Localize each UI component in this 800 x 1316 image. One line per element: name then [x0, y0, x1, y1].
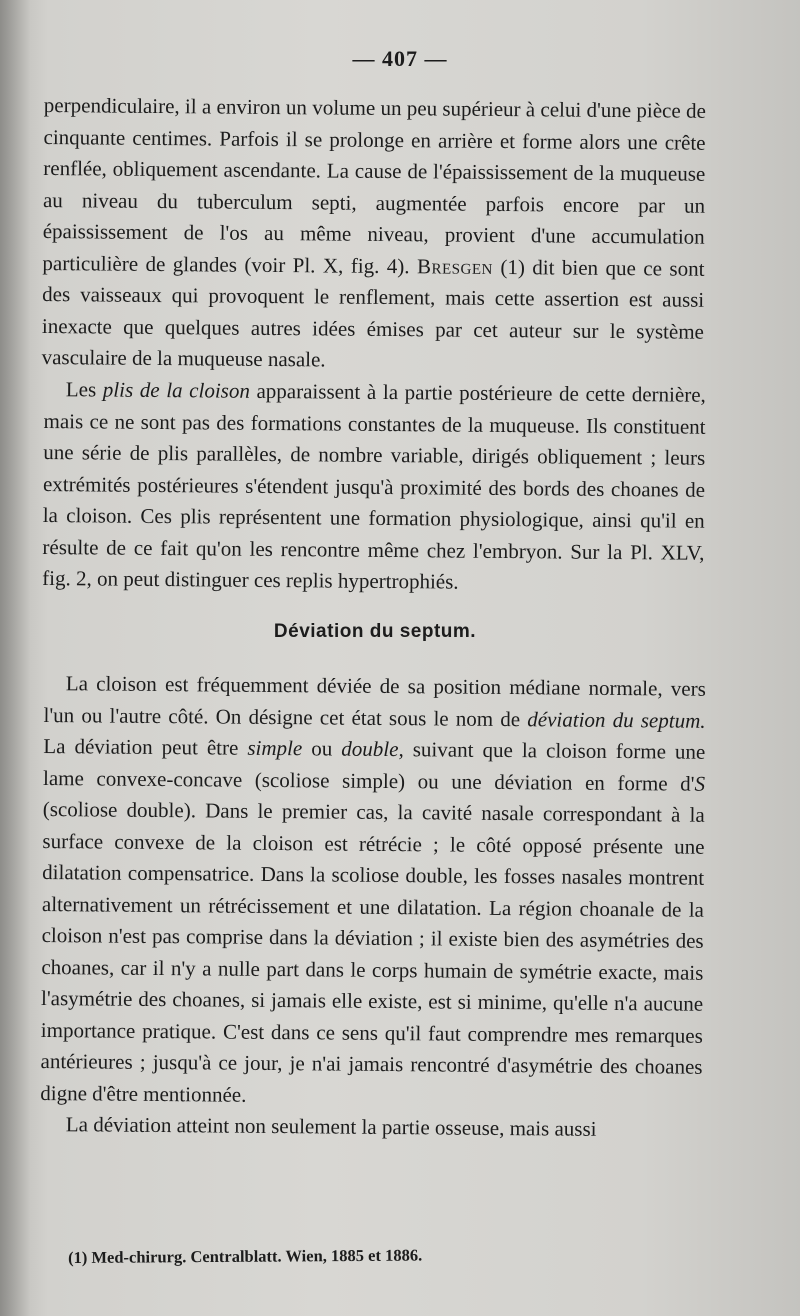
paragraph-continuation [42, 90, 706, 379]
page-edge-shadow [0, 0, 30, 1316]
italic-term: S [694, 771, 706, 796]
footnote: (1) Med-chirurg. Centralblatt. Wien, 1885 et 1886. [68, 1245, 423, 1267]
text-run: La cloison est fréquemment déviée de sa position médiane normale, vers l'un ou l'autre côté. On désigne cet état sous le nom de [43, 671, 706, 731]
text-run: ou [302, 736, 342, 761]
text-run: perpendiculaire, il a environ un volume un peu supérieur à celui d'une pièce de cinquante centimes. Parfois il se prolonge en arrière et forme alors une crête renflée, obliquement ascendante. La cause de l'épaississement de la muqueuse au niveau du tuberculum septi, augmentée parfois encore par un épaississement de l'os au même niveau, provient d'une accumulation particulière de glandes (voir Pl. X, fig. 4). [42, 92, 706, 278]
paragraph-final: La déviation atteint non seulement la partie osseuse, mais aussi [65, 1112, 597, 1141]
italic-term: plis de la cloison [102, 377, 251, 403]
text-run: (scoliose double). Dans le premier cas, la cavité nasale correspondant à la surface convexe de la cloison est rétrécie ; le côté opposé présente une dilatation compensatrice. Dans la scoliose double, les fosses nasales montrent alternativement un rétrécissement et une dilatation. La région choanale de la cloison n'est pas comprise dans la déviation ; il existe bien des asymétries des choanes, car il n'y a nulle part dans le corps humain de symétrie exacte, mais l'asymétrie des choanes, si jamais elle existe, est si minime, qu'elle n'a aucune importance pratique. C'est dans ce sens qu'il faut comprendre mes remarques antérieures ; jusqu'à ce jour, je n'ai jamais rencontré d'asymétrie des choanes digne d'être mentionnée. [40, 796, 705, 1107]
italic-term: déviation du septum. [527, 706, 706, 733]
text-run: La déviation peut être [43, 733, 248, 760]
italic-term: simple [247, 735, 303, 761]
page-body [40, 90, 706, 1141]
paragraph-deviation [40, 668, 706, 1115]
paragraph-plis [42, 374, 706, 600]
section-heading: Déviation du septum. [273, 621, 477, 642]
italic-term: double, [341, 736, 404, 762]
text-run: apparaissent à la partie postérieure de cette dernière, mais ce ne sont pas des formations constantes de la muqueuse. Ils constituent une série de plis parallèles, de nombre variable, dirigés obliquement ; leurs extrémités postérieures s'étendent jusqu'à proximité des bords des choanes de la cloison. Ces plis représentent une formation physiologique, ainsi qu'il en résulte de ce fait qu'on les rencontre même chez l'embryon. Sur la Pl. XLV, fig. 2, on peut distinguer ces replis hypertrophiés. [42, 378, 706, 594]
text-run: (1) dit bien que ce sont des vaisseaux qui provoquent le renflement, mais cette assertion est aussi inexacte que quelques autres idées émises par cet auteur sur le système vasculaire de la muqueuse nasale. [41, 254, 705, 372]
text-run: Les [65, 376, 103, 402]
page-number: — 407 — [352, 46, 448, 71]
author-name: Bresgen [416, 253, 494, 279]
text-run: suivant que la cloison forme une lame convexe-concave (scoliose simple) ou une déviation en forme d' [42, 737, 706, 796]
